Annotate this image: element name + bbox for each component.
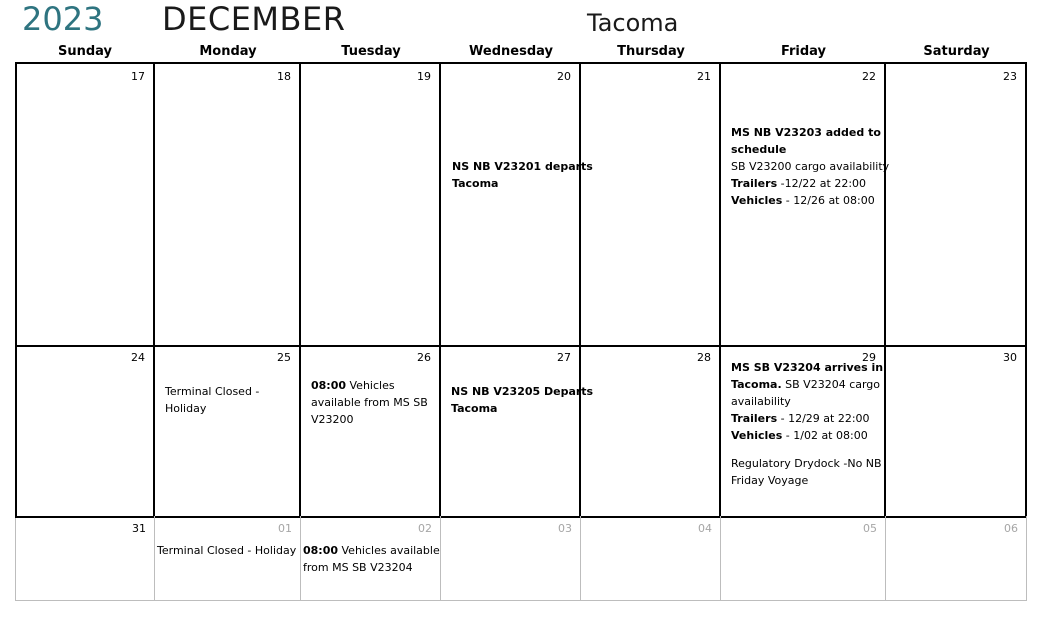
day-cell-1-4[interactable] [441,62,593,347]
weekday-saturday: Saturday [923,44,990,59]
event-text: availability [731,395,791,408]
year-label: 2023 [22,0,104,38]
day-cell-3-3[interactable] [301,516,441,601]
event-line [311,411,437,428]
location-label: Tacoma [587,9,679,37]
event-line [731,455,882,472]
day-number: 30 [1003,351,1017,364]
event-text-bold: NS NB V23205 Departs [451,385,594,398]
day-number: 05 [863,522,877,535]
event-text-bold: MS SB V23204 arrives in [731,361,884,374]
event-line [731,444,882,455]
event-text-bold: schedule [731,143,787,156]
event-text-bold: Vehicles [731,429,783,442]
day-cell-2-6[interactable] [721,345,886,518]
event-text-bold: Trailers [731,177,778,190]
event-line [731,410,882,427]
day-events [303,542,438,576]
day-events [311,377,437,428]
month-label: DECEMBER [162,0,346,38]
event-line [731,427,882,444]
event-line [731,472,882,489]
day-number: 02 [418,522,432,535]
day-number: 25 [277,351,291,364]
day-number: 20 [557,70,571,83]
day-number: 18 [277,70,291,83]
day-cell-2-5[interactable] [581,345,721,518]
event-text: SB V23200 cargo availability [731,160,890,173]
day-number: 27 [557,351,571,364]
event-line [451,383,594,400]
day-number: 06 [1004,522,1018,535]
day-cell-2-7[interactable] [886,345,1027,518]
event-text-bold: 08:00 [303,544,339,557]
day-cell-2-4[interactable] [441,345,594,518]
day-events [157,542,298,559]
day-number: 29 [862,351,876,364]
event-text: V23200 [311,413,354,426]
day-cell-2-2[interactable] [155,345,301,518]
event-text: - 12/26 at 08:00 [782,194,875,207]
event-line [165,383,297,400]
day-cell-3-7[interactable] [886,516,1027,601]
event-line [311,377,437,394]
event-text-bold: Tacoma [452,177,499,190]
day-events [452,158,593,192]
day-cell-3-1[interactable] [15,516,155,601]
day-number: 26 [417,351,431,364]
event-text-bold: Trailers [731,412,778,425]
event-text: Terminal Closed - Holiday [157,544,297,557]
day-number: 04 [698,522,712,535]
day-number: 22 [862,70,876,83]
event-text: SB V23204 cargo [781,378,881,391]
weekday-sunday: Sunday [57,44,113,59]
day-number: 28 [697,351,711,364]
event-text: Regulatory Drydock -No NB [731,457,882,470]
event-text-bold: NS NB V23201 departs [452,160,593,173]
day-events [165,383,297,417]
day-number: 21 [697,70,711,83]
day-number: 17 [131,70,145,83]
day-cell-1-7[interactable] [886,62,1027,347]
day-number: 23 [1003,70,1017,83]
event-line [157,542,298,559]
day-events [731,359,882,489]
event-line [731,376,882,393]
day-cell-1-3[interactable] [301,62,441,347]
day-cell-3-4[interactable] [441,516,581,601]
day-cell-1-6[interactable] [721,62,890,347]
day-cell-2-1[interactable] [15,345,155,518]
event-text-bold: MS NB V23203 added to [731,126,881,139]
weekday-monday: Monday [199,44,257,59]
event-line [311,394,437,411]
event-text: -12/22 at 22:00 [777,177,867,190]
calendar-grid [15,62,1027,601]
event-text-bold: Tacoma. [731,378,782,391]
event-text: available from MS SB [311,396,428,409]
day-cell-3-2[interactable] [155,516,301,601]
event-line [452,175,577,192]
day-number: 31 [132,522,146,535]
weekday-thursday: Thursday [617,44,685,59]
event-text: Friday Voyage [731,474,809,487]
event-line [731,141,882,158]
day-cell-2-3[interactable] [301,345,441,518]
event-line [731,192,882,209]
weekday-wednesday: Wednesday [469,44,553,59]
day-cell-1-1[interactable] [15,62,155,347]
event-text: Vehicles [346,379,395,392]
event-text: Terminal Closed - [165,385,260,398]
event-line [303,559,438,576]
event-line [303,542,438,559]
event-line [452,158,593,175]
day-number: 19 [417,70,431,83]
event-line [731,158,890,175]
event-line [165,400,297,417]
event-line [731,124,882,141]
event-line [731,393,882,410]
event-line [451,400,577,417]
day-cell-1-5[interactable] [581,62,721,347]
day-events [451,383,594,417]
event-text: - 1/02 at 08:00 [782,429,868,442]
event-text-bold: 08:00 [311,379,347,392]
event-text: Vehicles available [338,544,440,557]
day-number: 03 [558,522,572,535]
day-number: 24 [131,351,145,364]
event-text: from MS SB V23204 [303,561,413,574]
event-text: - 12/29 at 22:00 [777,412,870,425]
day-events [731,124,890,209]
event-line [731,175,882,192]
day-cell-1-2[interactable] [155,62,301,347]
day-number: 01 [278,522,292,535]
weekday-tuesday: Tuesday [341,44,401,59]
event-text-bold: Vehicles [731,194,783,207]
event-line [731,359,882,376]
event-text-bold: Tacoma [451,402,498,415]
event-text: Holiday [165,402,207,415]
day-cell-3-5[interactable] [581,516,721,601]
day-cell-3-6[interactable] [721,516,886,601]
weekday-friday: Friday [780,44,827,59]
